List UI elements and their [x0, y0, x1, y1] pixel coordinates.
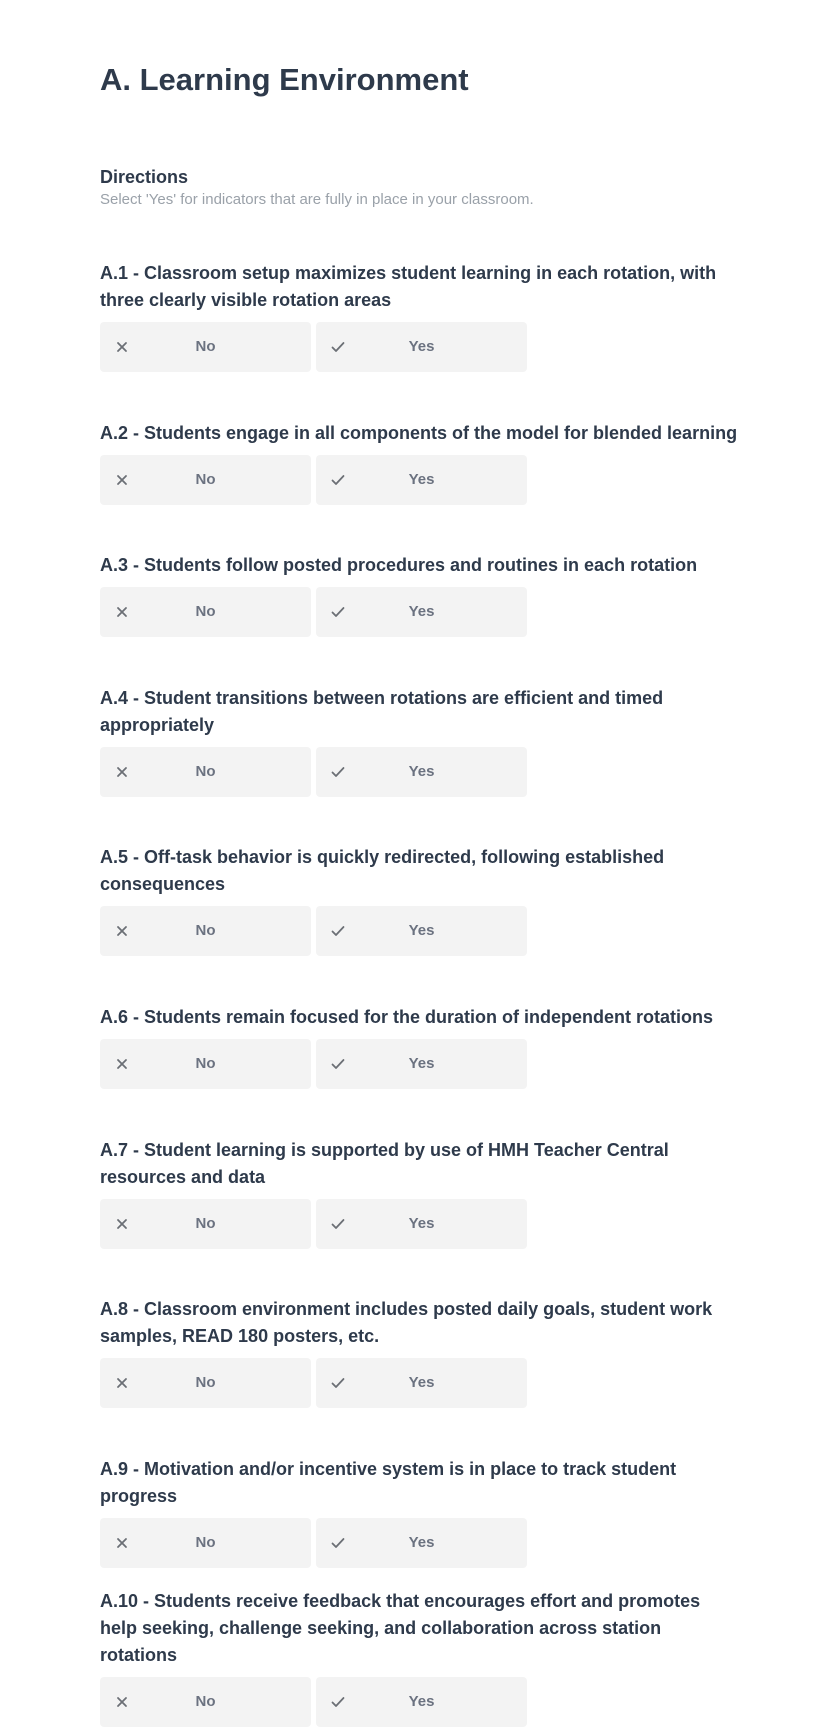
question-text: A.4 - Student transitions between rotations are efficient and timed appropriately: [100, 688, 664, 735]
no-label: No: [195, 1215, 216, 1232]
directions: [100, 166, 740, 210]
no-option[interactable]: [100, 747, 311, 797]
question-text: A.1 - Classroom setup maximizes student learning in each rotation, with three clearly visible rotation areas: [100, 263, 717, 310]
answer-options: [100, 1358, 740, 1408]
question-text: A.3 - Students follow posted procedures and routines in each rotation: [100, 555, 698, 575]
yes-option[interactable]: [316, 587, 527, 637]
answer-options: [100, 747, 740, 797]
question-text: A.7 - Student learning is supported by use of HMH Teacher Central resources and data: [100, 1140, 669, 1187]
answer-options: [100, 587, 740, 637]
yes-label: Yes: [408, 1693, 435, 1710]
no-label: No: [195, 1055, 216, 1072]
answer-options: [100, 455, 740, 505]
yes-label: Yes: [408, 1374, 435, 1391]
answer-options: [100, 1677, 740, 1727]
yes-label: Yes: [408, 603, 435, 620]
question-text: A.2 - Students engage in all components of the model for blended learning: [100, 423, 738, 443]
question-a8: [100, 1296, 740, 1408]
page-title: A. Learning Environment: [100, 62, 469, 97]
question-text: A.9 - Motivation and/or incentive system is in place to track student progress: [100, 1459, 677, 1506]
question-text: A.6 - Students remain focused for the duration of independent rotations: [100, 1007, 714, 1027]
answer-options: [100, 906, 740, 956]
yes-label: Yes: [408, 471, 435, 488]
no-label: No: [195, 1374, 216, 1391]
yes-option[interactable]: [316, 1677, 527, 1727]
no-option[interactable]: [100, 322, 311, 372]
yes-option[interactable]: [316, 747, 527, 797]
yes-option[interactable]: [316, 1518, 527, 1568]
no-label: No: [195, 471, 216, 488]
answer-options: [100, 1518, 740, 1568]
question-a3: [100, 552, 740, 637]
answer-options: [100, 322, 740, 372]
no-label: No: [195, 922, 216, 939]
yes-option[interactable]: [316, 1039, 527, 1089]
question-text: A.8 - Classroom environment includes posted daily goals, student work samples, READ 180 posters, etc.: [100, 1299, 713, 1346]
question-a1: [100, 260, 740, 372]
yes-option[interactable]: [316, 906, 527, 956]
yes-option[interactable]: [316, 1358, 527, 1408]
directions-label: Directions: [100, 167, 189, 187]
no-label: No: [195, 1693, 216, 1710]
question-a10: [100, 1588, 740, 1727]
no-label: No: [195, 1534, 216, 1551]
yes-option[interactable]: [316, 1199, 527, 1249]
answer-options: [100, 1199, 740, 1249]
yes-option[interactable]: [316, 455, 527, 505]
yes-option[interactable]: [316, 322, 527, 372]
yes-label: Yes: [408, 1055, 435, 1072]
answer-options: [100, 1039, 740, 1089]
no-option[interactable]: [100, 1039, 311, 1089]
question-a5: [100, 844, 740, 956]
no-label: No: [195, 603, 216, 620]
yes-label: Yes: [408, 1534, 435, 1551]
yes-label: Yes: [408, 338, 435, 355]
yes-label: Yes: [408, 922, 435, 939]
directions-text: Select 'Yes' for indicators that are fully in place in your classroom.: [100, 191, 534, 208]
no-option[interactable]: [100, 1358, 311, 1408]
no-label: No: [195, 338, 216, 355]
no-option[interactable]: [100, 455, 311, 505]
no-option[interactable]: [100, 1199, 311, 1249]
yes-label: Yes: [408, 763, 435, 780]
no-option[interactable]: [100, 587, 311, 637]
question-a7: [100, 1137, 740, 1249]
no-option[interactable]: [100, 1677, 311, 1727]
question-a6: [100, 1004, 740, 1089]
question-a9: [100, 1456, 740, 1568]
question-a2: [100, 420, 740, 505]
question-text: A.5 - Off-task behavior is quickly redirected, following established consequences: [100, 847, 665, 894]
no-option[interactable]: [100, 906, 311, 956]
yes-label: Yes: [408, 1215, 435, 1232]
question-a4: [100, 685, 740, 797]
question-text: A.10 - Students receive feedback that encourages effort and promotes help seeking, challenge seeking, and collaboration across station rotations: [100, 1591, 701, 1665]
no-label: No: [195, 763, 216, 780]
no-option[interactable]: [100, 1518, 311, 1568]
